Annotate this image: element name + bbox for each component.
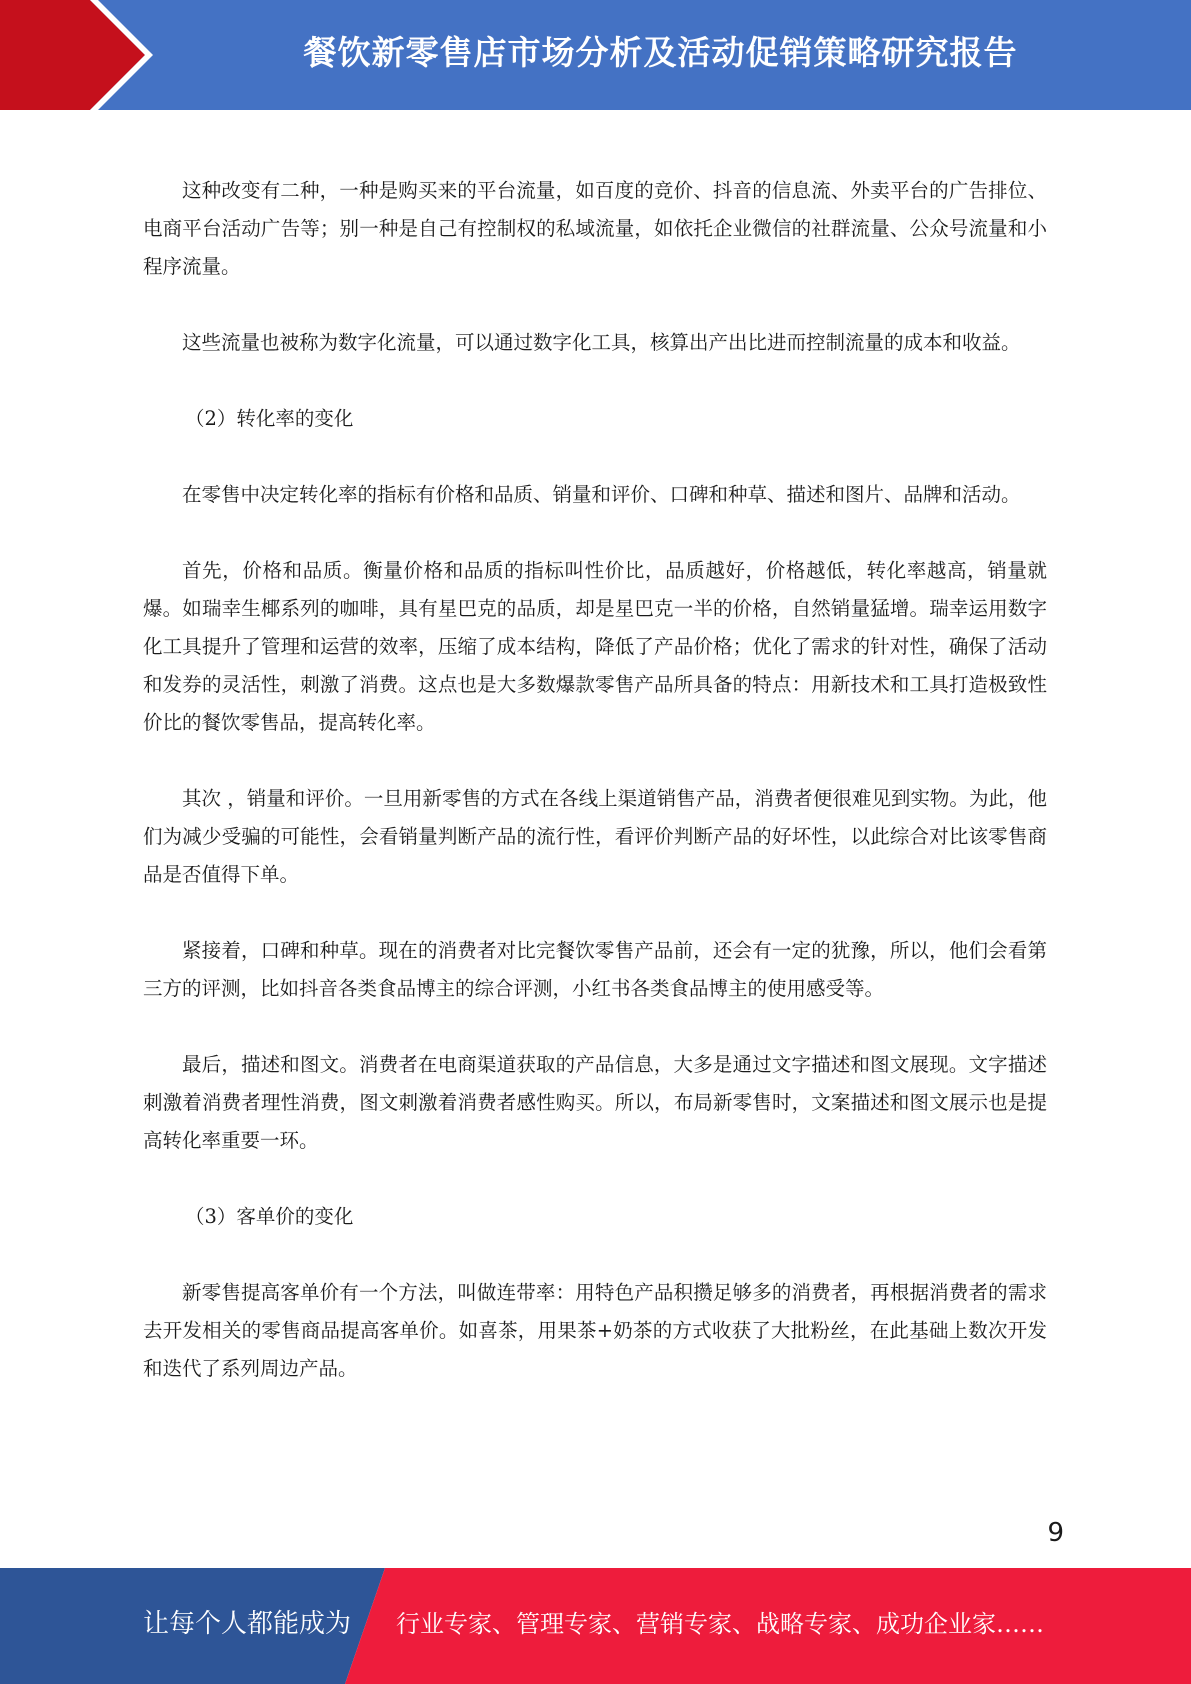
section-heading: （3）客单价的变化 [185, 1205, 354, 1228]
paragraph: 在零售中决定转化率的指标有价格和品质、销量和评价、口碑和种草、描述和图片、品牌和活动。 [182, 483, 1021, 506]
paragraph: 首先，价格和品质。衡量价格和品质的指标叫性价比，品质越好，价格越低，转化率越高，销量就爆。如瑞幸生椰系列的咖啡，具有星巴克的品质，却是星巴克一半的价格，自然销量猛增。瑞幸运用数字化工具提升了管理和运营的效率，压缩了成本结构，降低了产品价格；优化了需求的针对性，确保了活动和发券的灵活性，刺激了消费。这点也是大多数爆款零售产品所具备的特点：用新技术和工具打造极致性价比的餐饮零售品，提高转化率。 [143, 559, 1047, 734]
paragraph: 新零售提高客单价有一个方法，叫做连带率：用特色产品积攒足够多的消费者，再根据消费者的需求去开发相关的零售商品提高客单价。如喜茶，用果茶+奶茶的方式收获了大批粉丝，在此基础上数次开发和迭代了系列周边产品。 [143, 1281, 1047, 1380]
footer-slogan-right: 行业专家、管理专家、营销专家、战略专家、成功企业家…… [396, 1610, 1044, 1638]
page-footer [0, 1568, 1191, 1684]
page-number: 9 [1047, 1518, 1064, 1548]
footer-slogan-left: 让每个人都能成为 [143, 1609, 352, 1639]
section-heading: （2）转化率的变化 [185, 407, 354, 430]
paragraph: 其次 ，销量和评价。一旦用新零售的方式在各线上渠道销售产品，消费者便很难见到实物。为此，他们为减少受骗的可能性，会看销量判断产品的流行性，看评价判断产品的好坏性，以此综合对比该零售商品是否值得下单。 [143, 787, 1047, 886]
page-header [0, 0, 1191, 110]
report-title: 餐饮新零售店市场分析及活动促销策略研究报告 [303, 33, 1018, 72]
paragraph: 最后，描述和图文。消费者在电商渠道获取的产品信息，大多是通过文字描述和图文展现。文字描述刺激着消费者理性消费，图文刺激着消费者感性购买。所以，布局新零售时，文案描述和图文展示也是提高转化率重要一环。 [143, 1053, 1047, 1152]
header-chevron-decoration [0, 0, 160, 110]
paragraph: 这些流量也被称为数字化流量，可以通过数字化工具，核算出产出比进而控制流量的成本和收益。 [182, 331, 1021, 354]
document-body [143, 172, 1047, 1426]
paragraph: 这种改变有二种，一种是购买来的平台流量，如百度的竞价、抖音的信息流、外卖平台的广告排位、电商平台活动广告等；别一种是自己有控制权的私域流量，如依托企业微信的社群流量、公众号流量和小程序流量。 [143, 179, 1047, 278]
paragraph: 紧接着，口碑和种草。现在的消费者对比完餐饮零售产品前，还会有一定的犹豫，所以，他们会看第三方的评测，比如抖音各类食品博主的综合评测，小红书各类食品博主的使用感受等。 [143, 939, 1047, 1000]
